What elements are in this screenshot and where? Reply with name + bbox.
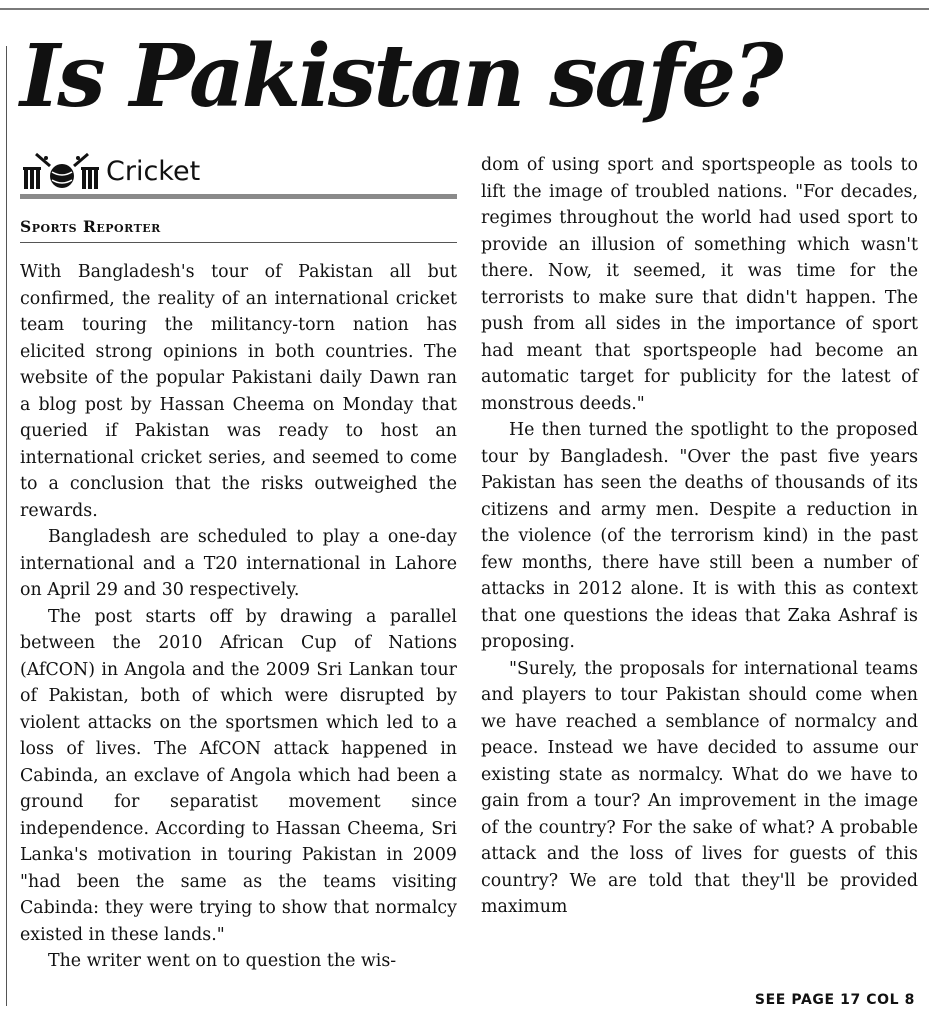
top-rule <box>0 8 929 10</box>
byline: Sports Reporter <box>20 217 457 243</box>
left-column <box>20 150 457 975</box>
paragraph: The post starts off by drawing a parallel between the 2010 African Cup of Nations (AfCON) in Angola and the 2009 Sri Lankan tour of Pakistan, both of which were disrupted by violent attacks on the sportsmen which led to a loss of lives. The AfCON attack happened in Cabinda, an exclave of Angola which had been a ground for separatist movement since independence. According to Hassan Cheema, Sri Lanka's motivation in touring Pakistan in 2009 "had been the same as the teams visiting Cabinda: they were trying to show that normalcy existed in these lands." <box>20 606 457 945</box>
paragraph: With Bangladesh's tour of Pakistan all but confirmed, the reality of an international cricket team touring the militancy-torn nation has elicited strong opinions in both countries. The website of the popular Pakistani daily Dawn ran a blog post by Hassan Cheema on Monday that queried if Pakistan was ready to host an international cricket series, and seemed to come to a conclusion that the risks outweighed the rewards. <box>20 262 457 521</box>
paragraph: He then turned the spotlight to the proposed tour by Bangladesh. "Over the past five years Pakistan has seen the deaths of thousands of its citizens and army men. Despite a reduction in the violence (of the terrorism kind) in the past few months, there have still been a number of attacks in 2012 alone. It is with this as context that one questions the ideas that Zaka Ashraf is proposing. <box>481 420 918 652</box>
headline: Is Pakistan safe? <box>20 26 781 127</box>
cricket-bat-ball-stumps-icon <box>22 152 102 190</box>
left-column-rule <box>6 46 7 1006</box>
paragraph: dom of using sport and sportspeople as tools to lift the image of troubled nations. "For decades, regimes throughout the world had used sport to provide an illusion of something which wasn't there. Now, it seemed, it was time for the terrorists to make sure that didn't happen. The push from all sides in the importance of sport had meant that sportspeople had become an automatic target for publicity for the latest of monstrous deeds." <box>481 155 918 414</box>
paragraph: Bangladesh are scheduled to play a one-day international and a T20 international in Lahore on April 29 and 30 respectively. <box>20 527 457 600</box>
body-text-left <box>20 259 457 975</box>
section-label: Cricket <box>106 156 201 187</box>
section-header <box>20 150 457 199</box>
paragraph: "Surely, the proposals for international teams and players to tour Pakistan should come when we have reached a semblance of normalcy and peace. Instead we have decided to assume our existing state as normalcy. What do we have to gain from a tour? An improvement in the image of the country? For the sake of what? A probable attack and the loss of lives for guests of this country? We are told that they'll be provided maximum <box>481 658 918 917</box>
right-column <box>481 152 918 921</box>
continuation-jump: SEE PAGE 17 COL 8 <box>754 992 915 1008</box>
body-text-right <box>481 152 918 921</box>
paragraph: The writer went on to question the wis- <box>48 951 397 971</box>
